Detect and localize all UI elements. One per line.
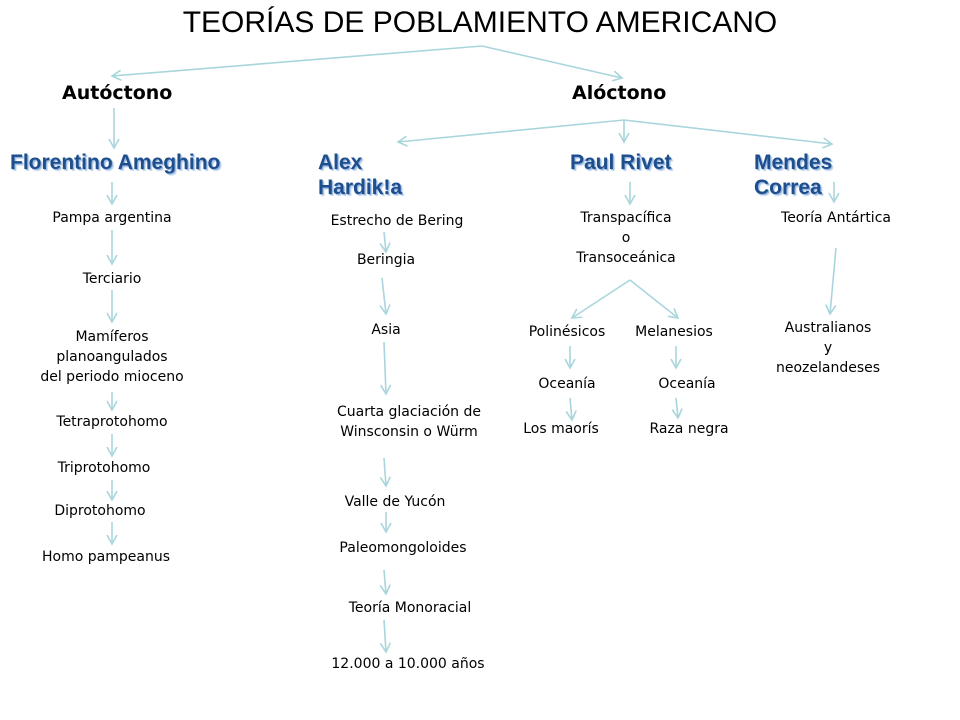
node-valle-yucon: Valle de Yucón [344, 494, 446, 510]
author-ameghino: Florentino Ameghino [10, 151, 221, 174]
node-australianos-line2: y [823, 340, 833, 356]
node-mamiferos-line1: Mamíferos [75, 329, 149, 345]
node-mamiferos-line2: planoangulados [56, 349, 168, 365]
arrow-har-6 [384, 620, 386, 652]
node-transpacifica-line1: Transpacífica [580, 210, 672, 226]
author-correa [754, 150, 832, 200]
node-cuarta-glaciacion-line1: Cuarta glaciación de [337, 404, 481, 420]
node-beringia: Beringia [356, 252, 416, 268]
node-cuarta-glaciacion [309, 402, 509, 442]
arrow-har-0 [384, 232, 386, 252]
node-transpacifica-line2: o [621, 230, 631, 246]
node-transpacifica-line3: Transoceánica [576, 250, 676, 266]
node-teoria-antartica: Teoría Antártica [781, 210, 891, 226]
node-pampa-argentina: Pampa argentina [52, 210, 172, 226]
arrow-har-3 [384, 458, 386, 486]
author-correa-line2: Correa [754, 176, 822, 199]
node-homo-pampeanus: Homo pampeanus [42, 549, 170, 565]
arrow-riv-1 [572, 280, 630, 318]
branch-aloctono: Alóctono [572, 82, 667, 104]
node-australianos [728, 318, 928, 378]
node-raza-negra: Raza negra [649, 421, 729, 437]
node-australianos-line3: neozelandeses [775, 360, 881, 376]
node-asia: Asia [371, 322, 401, 338]
node-diprotohomo: Diprotohomo [54, 503, 146, 519]
author-hardikla-line1: Alex [318, 151, 363, 174]
arrow-har-5 [384, 570, 386, 594]
arrow-riv-2 [630, 280, 678, 318]
node-terciario: Terciario [82, 271, 142, 287]
arrow-har-2 [384, 342, 386, 394]
arrow-aloctono-correa [624, 120, 832, 144]
arrow-title-autoctono [112, 46, 482, 76]
arrow-har-1 [382, 278, 386, 314]
author-hardikla [318, 150, 402, 200]
branch-autoctono: Autóctono [62, 82, 173, 104]
node-cuarta-glaciacion-line2: Winsconsin o Würm [340, 424, 478, 440]
author-hardikla-line2: Hardik!a [318, 176, 403, 199]
arrow-riv-6 [676, 398, 678, 418]
node-los-maoris: Los maorís [523, 421, 599, 437]
node-tetraprotohomo: Tetraprotohomo [56, 414, 168, 430]
node-anios: 12.000 a 10.000 años [331, 656, 485, 672]
arrow-cor-1 [830, 248, 836, 314]
node-transpacifica [526, 208, 726, 268]
node-oceania-right: Oceanía [658, 376, 716, 392]
node-mamiferos-line3: del periodo mioceno [40, 369, 184, 385]
arrow-title-aloctono [482, 46, 622, 78]
node-melanesios: Melanesios [635, 324, 713, 340]
node-australianos-line1: Australianos [784, 320, 872, 336]
node-teoria-monoracial: Teoría Monoracial [348, 600, 472, 616]
node-paleomongoloides: Paleomongoloides [339, 540, 467, 556]
arrow-riv-5 [570, 398, 572, 420]
node-estrecho-bering: Estrecho de Bering [330, 213, 464, 229]
node-triprotohomo: Triprotohomo [57, 460, 151, 476]
page-title: TEORÍAS DE POBLAMIENTO AMERICANO [182, 6, 778, 39]
node-oceania-left: Oceanía [538, 376, 596, 392]
node-polinesicos: Polinésicos [528, 324, 606, 340]
author-correa-line1: Mendes [754, 151, 833, 174]
arrow-aloctono-hardikla [398, 120, 624, 142]
author-rivet: Paul Rivet [570, 151, 672, 174]
node-mamiferos [12, 327, 212, 387]
